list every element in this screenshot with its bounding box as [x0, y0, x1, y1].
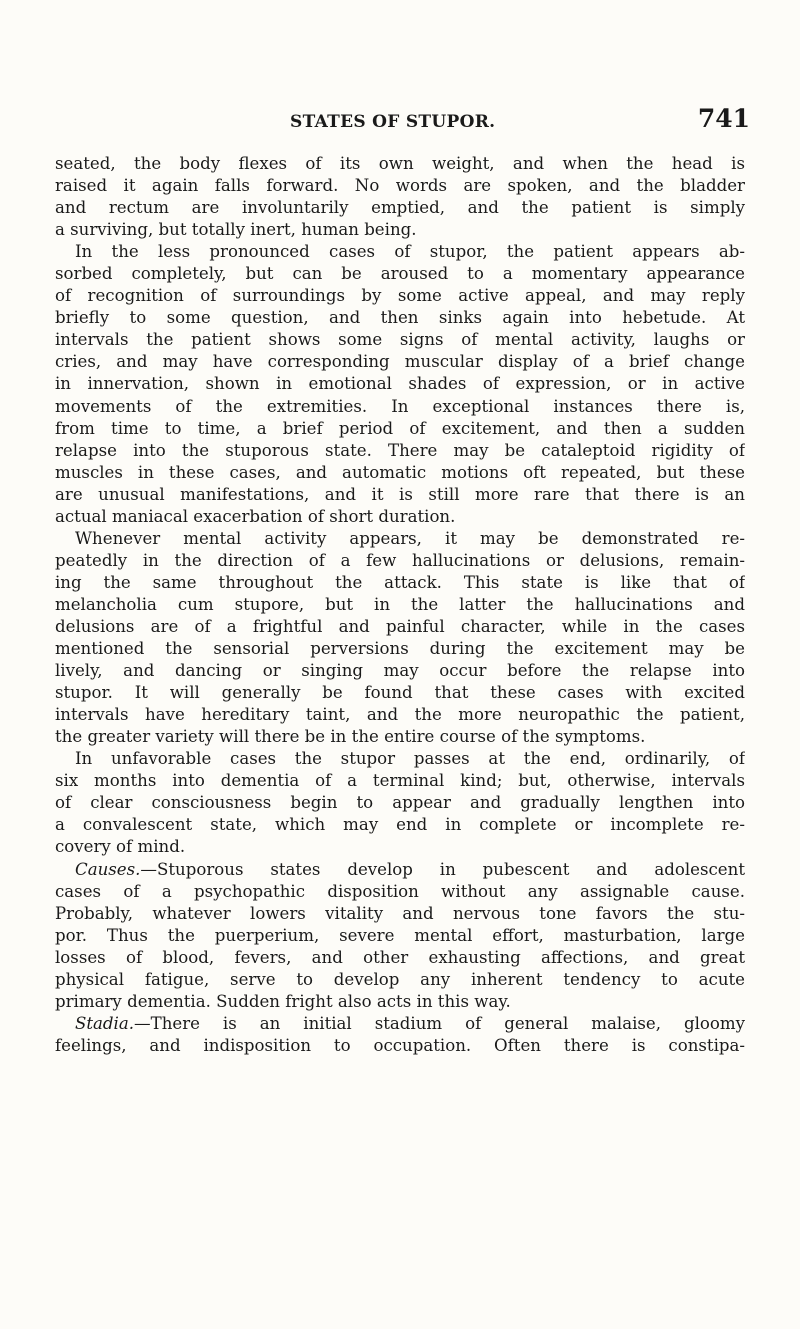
text-line: relapse into the stuporous state. There may be cataleptoid rigidity of — [55, 440, 745, 460]
text-line: ing the same throughout the attack. This state is like that of — [55, 572, 745, 592]
text-line: melancholia cum stupore, but in the latter the hallucinations and — [55, 594, 745, 614]
text-line: actual maniacal exacerbation of short duration. — [55, 506, 456, 526]
text-line: delusions are of a frightful and painful character, while in the cases — [55, 616, 745, 636]
text-line: In the less pronounced cases of stupor, the patient appears ab- — [75, 242, 745, 262]
causes-text: —Stuporous states develop in pubescent and adolescent — [140, 859, 745, 879]
text-line: briefly to some question, and then sinks again into hebetude. At — [55, 308, 745, 328]
text-line: Whenever mental activity appears, it may be demonstrated re- — [75, 528, 745, 548]
text-line: physical fatigue, serve to develop any inherent tendency to acute — [55, 969, 745, 989]
text-line-stadia — [55, 1013, 745, 1035]
text-line: covery of mind. — [55, 837, 186, 857]
text-line: from time to time, a brief period of excitement, and then a sudden — [55, 418, 745, 438]
text-line: Probably, whatever lowers vitality and nervous tone favors the stu- — [55, 903, 745, 923]
body-text — [55, 153, 745, 1057]
text-line: In unfavorable cases the stupor passes at the end, ordinarily, of — [75, 749, 745, 769]
text-line: cries, and may have corresponding muscular display of a brief change — [55, 352, 745, 372]
text-line: in innervation, shown in emotional shades of expression, or in active — [55, 374, 745, 394]
text-line: six months into dementia of a terminal kind; but, otherwise, intervals — [55, 771, 745, 791]
text-line: feelings, and indisposition to occupation. Often there is constipa- — [55, 1035, 745, 1055]
text-line: movements of the extremities. In exceptional instances there is, — [55, 396, 745, 416]
text-line: a convalescent state, which may end in complete or incomplete re- — [55, 815, 745, 835]
running-title: STATES OF STUPOR. — [290, 112, 496, 132]
text-line: of clear consciousness begin to appear and gradually lengthen into — [55, 793, 745, 813]
page-header — [290, 102, 750, 136]
text-line-causes — [55, 859, 745, 881]
stadia-text: —There is an initial stadium of general malaise, gloomy — [134, 1013, 745, 1033]
text-line: losses of blood, fevers, and other exhausting affections, and great — [55, 947, 745, 967]
text-line: lively, and dancing or singing may occur before the relapse into — [55, 661, 745, 681]
text-line: raised it again falls forward. No words are spoken, and the bladder — [55, 176, 745, 196]
text-line: primary dementia. Sudden fright also acts in this way. — [55, 991, 511, 1011]
text-line: cases of a psychopathic disposition without any assignable cause. — [55, 881, 745, 901]
text-line: are unusual manifestations, and it is still more rare that there is an — [55, 484, 745, 504]
page-number: 741 — [697, 104, 750, 133]
text-line: stupor. It will generally be found that these cases with excited — [55, 683, 745, 703]
text-line: intervals the patient shows some signs of mental activity, laughs or — [55, 330, 745, 350]
text-line: and rectum are involuntarily emptied, and the patient is simply — [55, 198, 745, 218]
text-line: mentioned the sensorial perversions during the excitement may be — [55, 639, 745, 659]
text-line: por. Thus the puerperium, severe mental effort, masturbation, large — [55, 925, 745, 945]
text-line: sorbed completely, but can be aroused to a momentary appearance — [55, 264, 745, 284]
causes-heading: Causes. — [75, 859, 141, 879]
text-line: intervals have hereditary taint, and the more neuropathic the patient, — [55, 705, 745, 725]
text-line: a surviving, but totally inert, human being. — [55, 220, 417, 240]
text-line: of recognition of surroundings by some active appeal, and may reply — [55, 286, 745, 306]
text-line: muscles in these cases, and automatic motions oft repeated, but these — [55, 462, 745, 482]
text-line: peatedly in the direction of a few hallucinations or delusions, remain- — [55, 550, 745, 570]
stadia-heading: Stadia. — [75, 1013, 135, 1033]
text-line: the greater variety will there be in the entire course of the symptoms. — [55, 727, 646, 747]
text-line: seated, the body flexes of its own weight, and when the head is — [55, 154, 745, 173]
